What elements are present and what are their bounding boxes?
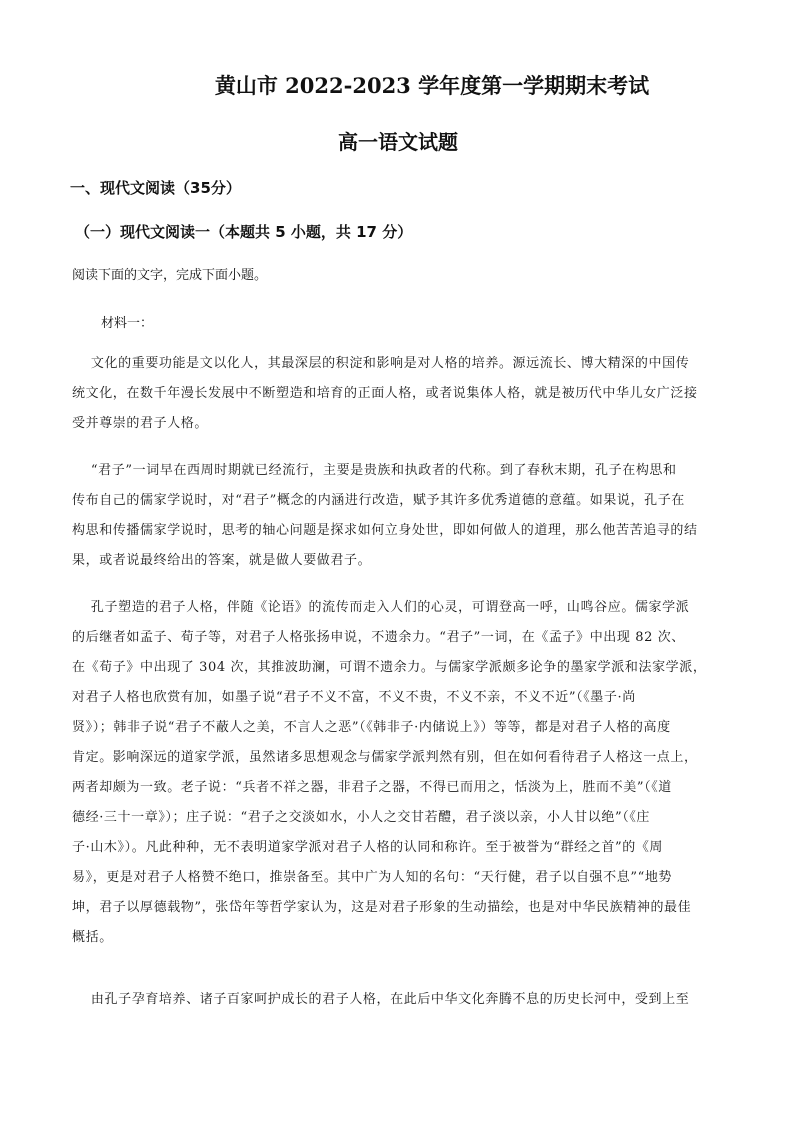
section-heading: 一、现代文阅读（35分） [70, 179, 241, 197]
subsection-heading: （一）现代文阅读一（本题共 5 小题，共 17 分） [75, 223, 413, 241]
text-line: 对君子人格也欣赏有加，如墨子说“君子不义不富，不义不贵，不义不亲，不义不近”（《墨子·尚 [72, 690, 636, 705]
text-line: “君子”一词早在西周时期就已经流行，主要是贵族和执政者的代称。到了春秋末期，孔子在构思和 [72, 463, 677, 478]
material-label: 材料一： [101, 316, 154, 331]
document-subtitle: 高一语文试题 [338, 130, 458, 154]
text-line: 坤，君子以厚德载物”，张岱年等哲学家认为，这是对君子形象的生动描绘，也是对中华民族精神的最佳 [72, 900, 692, 915]
text-line: 两者却颇为一致。老子说：“兵者不祥之器，非君子之器，不得已而用之，恬淡为上，胜而不美”（《道 [72, 780, 672, 795]
text-line: 文化的重要功能是文以化人，其最深层的积淀和影响是对人格的培养。源远流长、博大精深的中国传 [72, 356, 690, 371]
text-line: 的后继者如孟子、荀子等，对君子人格张扬申说，不遗余力。“君子”一词，在《孟子》中出现 82 次、 [72, 630, 685, 645]
text-line: 贤》）；韩非子说“君子不蔽人之美，不言人之恶”（《韩非子·内储说上》）等等，都是对君子人格的高度 [72, 720, 671, 735]
text-line: 肯定。影响深远的道家学派，虽然诸多思想观念与儒家学派判然有别，但在如何看待君子人格这一点上， [72, 750, 698, 765]
text-line: 概括。 [72, 930, 113, 945]
text-line: 果，或者说最终给出的答案，就是做人要做君子。 [72, 553, 372, 568]
text-line: 易》，更是对君子人格赞不绝口，推崇备至。其中广为人知的名句：“天行健，君子以自强不息”“地势 [72, 870, 673, 885]
text-line: 孔子塑造的君子人格，伴随《论语》的流传而走入人们的心灵，可谓登高一呼，山鸣谷应。儒家学派 [72, 600, 690, 615]
text-line: 统文化，在数千年漫长发展中不断塑造和培育的正面人格，或者说集体人格，就是被历代中华儿女广泛接 [72, 386, 698, 401]
text-line: 构思和传播儒家学说时，思考的轴心问题是探求如何立身处世，即如何做人的道理，那么他苦苦追寻的结 [72, 523, 698, 538]
text-line: 由孔子孕育培养、诸子百家呵护成长的君子人格，在此后中华文化奔腾不息的历史长河中，受到上至 [72, 992, 690, 1007]
text-line: 德经·三十一章》）；庄子说：“君子之交淡如水，小人之交甘若醴，君子淡以亲，小人甘以绝”（《庄 [72, 810, 651, 825]
text-line: 受并尊崇的君子人格。 [72, 416, 209, 431]
document-title: 黄山市 2022-2023 学年度第一学期期末考试 [214, 73, 650, 98]
instruction-text: 阅读下面的文字，完成下面小题。 [72, 268, 268, 283]
text-line: 传布自己的儒家学说时，对“君子”概念的内涵进行改造，赋予其许多优秀道德的意蕴。如果说，孔子在 [72, 493, 685, 508]
text-line: 在《荀子》中出现了 304 次，其推波助澜，可谓不遗余力。与儒家学派颇多论争的墨家学派和法家学派， [72, 660, 707, 675]
text-line: 子·山木》）。凡此种种，无不表明道家学派对君子人格的认同和称许。至于被誉为“群经之首”的《周 [72, 840, 664, 855]
